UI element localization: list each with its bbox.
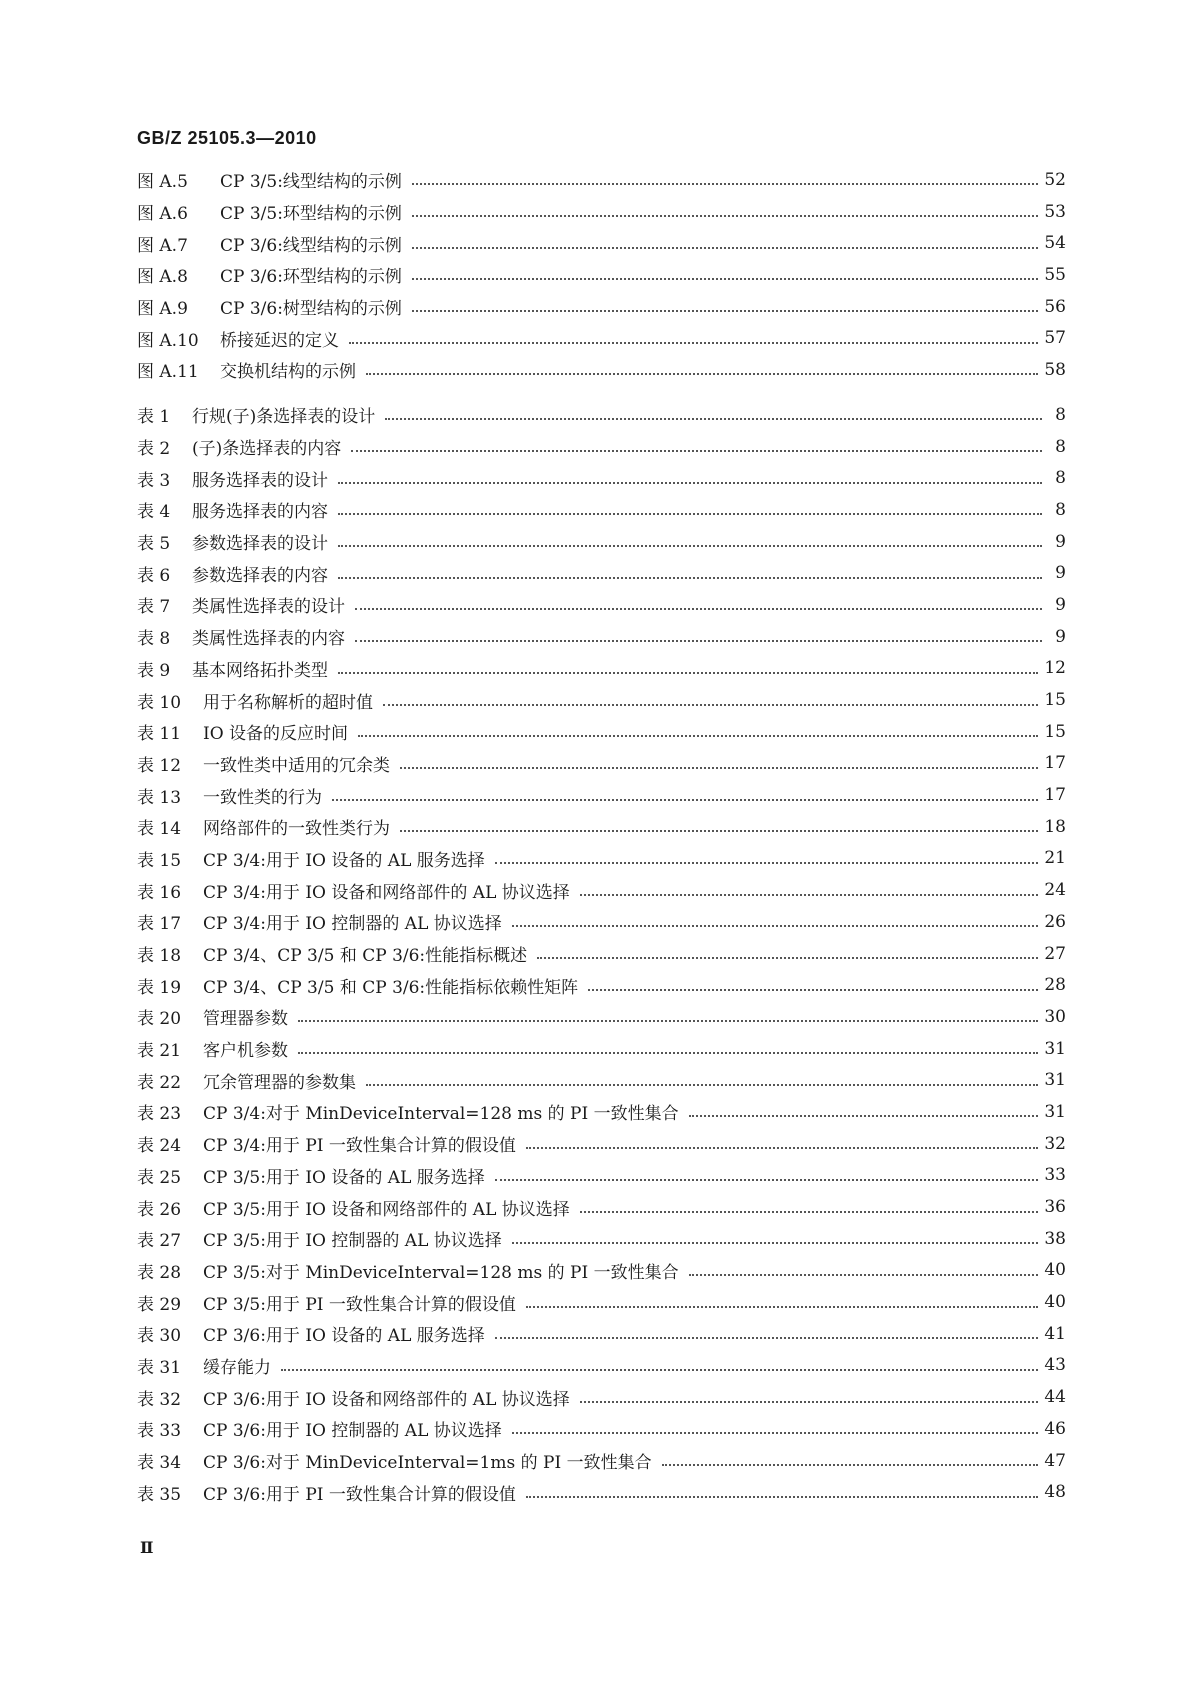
entry-label: 表 10 xyxy=(137,692,182,713)
table-entry[interactable] xyxy=(137,684,1066,716)
entry-label: 表 29 xyxy=(137,1294,182,1315)
table-entry[interactable] xyxy=(137,938,1066,970)
entry-label: 表 33 xyxy=(137,1421,182,1442)
entry-title: CP 3/5:用于 IO 控制器的 AL 协议选择 xyxy=(203,1231,502,1252)
entry-title: 管理器参数 xyxy=(203,1009,288,1030)
entry-label: 表 11 xyxy=(137,724,182,745)
entry-label: 表 8 xyxy=(137,629,171,650)
table-entry[interactable] xyxy=(137,1223,1066,1255)
entry-page-number: 8 xyxy=(1055,404,1066,425)
dot-leader xyxy=(580,893,1039,896)
entry-label: 表 19 xyxy=(137,977,182,998)
dot-leader xyxy=(400,766,1038,769)
dot-leader xyxy=(400,829,1038,832)
entry-page-number: 12 xyxy=(1044,658,1066,679)
dot-leader xyxy=(412,277,1038,280)
entry-label: 表 21 xyxy=(137,1041,182,1062)
entry-page-number: 41 xyxy=(1044,1323,1066,1344)
dot-leader xyxy=(495,861,1039,864)
entry-page-number: 44 xyxy=(1044,1387,1066,1408)
figure-entry[interactable] xyxy=(137,164,1066,196)
dot-leader xyxy=(338,671,1038,674)
table-entry[interactable] xyxy=(137,1318,1066,1350)
entry-page-number: 8 xyxy=(1055,436,1066,457)
table-entry[interactable] xyxy=(137,969,1066,1001)
entry-title: 缓存能力 xyxy=(203,1357,271,1378)
entry-label: 表 25 xyxy=(137,1167,182,1188)
entry-label: 表 24 xyxy=(137,1136,182,1157)
entry-page-number: 9 xyxy=(1055,626,1066,647)
entry-page-number: 24 xyxy=(1044,880,1066,901)
entry-label: 表 32 xyxy=(137,1389,182,1410)
entry-label: 表 20 xyxy=(137,1009,182,1030)
entry-label: 表 13 xyxy=(137,787,182,808)
entry-label: 表 1 xyxy=(137,407,171,428)
table-entry[interactable] xyxy=(137,1286,1066,1318)
dot-leader xyxy=(526,1495,1038,1498)
entry-label: 表 23 xyxy=(137,1104,182,1125)
entry-page-number: 53 xyxy=(1044,201,1066,222)
table-entry[interactable] xyxy=(137,526,1066,558)
entry-page-number: 18 xyxy=(1044,816,1066,837)
dot-leader xyxy=(512,1431,1039,1434)
table-entry[interactable] xyxy=(137,716,1066,748)
dot-leader xyxy=(338,512,1042,515)
entry-title: CP 3/4:用于 IO 设备的 AL 服务选择 xyxy=(203,850,485,871)
figure-list xyxy=(137,164,1066,386)
figure-entry[interactable] xyxy=(137,227,1066,259)
table-entry[interactable] xyxy=(137,557,1066,589)
entry-label: 表 28 xyxy=(137,1262,182,1283)
entry-title: CP 3/4:用于 IO 控制器的 AL 协议选择 xyxy=(203,914,502,935)
dot-leader xyxy=(580,1210,1039,1213)
entry-label: 图 A.7 xyxy=(137,235,188,256)
entry-page-number: 31 xyxy=(1044,1101,1066,1122)
entry-label: 表 18 xyxy=(137,946,182,967)
entry-page-number: 15 xyxy=(1044,690,1066,711)
dot-leader xyxy=(349,341,1038,344)
entry-label: 表 14 xyxy=(137,819,182,840)
entry-title: CP 3/6:线型结构的示例 xyxy=(220,235,402,256)
entry-label: 表 16 xyxy=(137,882,182,903)
figure-entry[interactable] xyxy=(137,354,1066,386)
entry-page-number: 31 xyxy=(1044,1038,1066,1059)
dot-leader xyxy=(338,576,1042,579)
entry-title: CP 3/5:用于 IO 设备的 AL 服务选择 xyxy=(203,1167,485,1188)
entry-label: 表 3 xyxy=(137,470,171,491)
entry-title: 用于名称解析的超时值 xyxy=(203,692,373,713)
entry-title: 参数选择表的内容 xyxy=(192,565,328,586)
table-entry[interactable] xyxy=(137,653,1066,685)
entry-label: 表 34 xyxy=(137,1453,182,1474)
entry-title: CP 3/4、CP 3/5 和 CP 3/6:性能指标概述 xyxy=(203,946,528,967)
table-entry[interactable] xyxy=(137,1096,1066,1128)
entry-label: 表 22 xyxy=(137,1072,182,1093)
entry-page-number: 40 xyxy=(1044,1260,1066,1281)
entry-title: 类属性选择表的设计 xyxy=(192,597,345,618)
figure-entry[interactable] xyxy=(137,322,1066,354)
entry-page-number: 58 xyxy=(1044,359,1066,380)
table-entry[interactable] xyxy=(137,811,1066,843)
entry-page-number: 28 xyxy=(1044,975,1066,996)
entry-page-number: 38 xyxy=(1044,1228,1066,1249)
entry-title: 交换机结构的示例 xyxy=(220,362,356,383)
table-entry[interactable] xyxy=(137,494,1066,526)
dot-leader xyxy=(412,309,1038,312)
entry-label: 表 35 xyxy=(137,1484,182,1505)
entry-label: 表 6 xyxy=(137,565,171,586)
dot-leader xyxy=(298,1019,1038,1022)
entry-label: 表 26 xyxy=(137,1199,182,1220)
entry-page-number: 9 xyxy=(1055,531,1066,552)
entry-page-number: 55 xyxy=(1044,264,1066,285)
table-entry[interactable] xyxy=(137,1191,1066,1223)
table-entry[interactable] xyxy=(137,779,1066,811)
entry-title: CP 3/5:环型结构的示例 xyxy=(220,204,402,225)
entry-page-number: 26 xyxy=(1044,911,1066,932)
entry-label: 表 31 xyxy=(137,1357,182,1378)
entry-page-number: 47 xyxy=(1044,1450,1066,1471)
entry-title: 客户机参数 xyxy=(203,1041,288,1062)
entry-label: 表 4 xyxy=(137,502,171,523)
dot-leader xyxy=(689,1114,1039,1117)
table-entry[interactable] xyxy=(137,1445,1066,1477)
entry-page-number: 48 xyxy=(1044,1482,1066,1503)
entry-title: CP 3/6:用于 PI 一致性集合计算的假设值 xyxy=(203,1484,516,1505)
dot-leader xyxy=(512,1241,1039,1244)
entry-label: 表 30 xyxy=(137,1326,182,1347)
dot-leader xyxy=(383,703,1038,706)
entry-page-number: 30 xyxy=(1044,1006,1066,1027)
entry-title: CP 3/6:树型结构的示例 xyxy=(220,299,402,320)
entry-title: CP 3/4、CP 3/5 和 CP 3/6:性能指标依赖性矩阵 xyxy=(203,977,579,998)
table-entry[interactable] xyxy=(137,1413,1066,1445)
table-entry[interactable] xyxy=(137,589,1066,621)
dot-leader xyxy=(366,1083,1038,1086)
entry-title: CP 3/5:用于 PI 一致性集合计算的假设值 xyxy=(203,1294,516,1315)
entry-title: 类属性选择表的内容 xyxy=(192,629,345,650)
table-entry[interactable] xyxy=(137,1001,1066,1033)
table-entry[interactable] xyxy=(137,621,1066,653)
entry-title: CP 3/5:线型结构的示例 xyxy=(220,172,402,193)
entry-title: 一致性类的行为 xyxy=(203,787,322,808)
entry-page-number: 9 xyxy=(1055,563,1066,584)
entry-title: CP 3/5:用于 IO 设备和网络部件的 AL 协议选择 xyxy=(203,1199,570,1220)
entry-label: 表 15 xyxy=(137,850,182,871)
entry-title: CP 3/4:用于 IO 设备和网络部件的 AL 协议选择 xyxy=(203,882,570,903)
entry-page-number: 27 xyxy=(1044,943,1066,964)
entry-title: 行规(子)条选择表的设计 xyxy=(192,407,376,428)
entry-page-number: 43 xyxy=(1044,1355,1066,1376)
table-entry[interactable] xyxy=(137,1033,1066,1065)
entry-title: 一致性类中适用的冗余类 xyxy=(203,755,390,776)
entry-title: CP 3/6:环型结构的示例 xyxy=(220,267,402,288)
entry-title: CP 3/5:对于 MinDeviceInterval=128 ms 的 PI 一致性集合 xyxy=(203,1262,679,1283)
entry-label: 表 2 xyxy=(137,439,171,460)
dot-leader xyxy=(298,1051,1038,1054)
dot-leader xyxy=(537,956,1038,959)
entry-page-number: 8 xyxy=(1055,499,1066,520)
dot-leader xyxy=(366,372,1038,375)
entry-label: 图 A.5 xyxy=(137,172,188,193)
dot-leader xyxy=(281,1368,1038,1371)
entry-page-number: 15 xyxy=(1044,721,1066,742)
dot-leader xyxy=(512,924,1039,927)
entry-title: CP 3/6:用于 IO 控制器的 AL 协议选择 xyxy=(203,1421,502,1442)
table-entry[interactable] xyxy=(137,1128,1066,1160)
entry-page-number: 32 xyxy=(1044,1133,1066,1154)
entry-title: 服务选择表的设计 xyxy=(192,470,328,491)
entry-title: (子)条选择表的内容 xyxy=(192,439,342,460)
entry-page-number: 52 xyxy=(1044,169,1066,190)
dot-leader xyxy=(495,1178,1039,1181)
entry-label: 表 5 xyxy=(137,534,171,555)
entry-page-number: 31 xyxy=(1044,1070,1066,1091)
entry-page-number: 33 xyxy=(1044,1165,1066,1186)
dot-leader xyxy=(412,182,1038,185)
table-entry[interactable] xyxy=(137,1255,1066,1287)
dot-leader xyxy=(689,1273,1039,1276)
entry-title: CP 3/4:用于 PI 一致性集合计算的假设值 xyxy=(203,1136,516,1157)
dot-leader xyxy=(588,988,1038,991)
table-entry[interactable] xyxy=(137,748,1066,780)
entry-page-number: 9 xyxy=(1055,594,1066,615)
table-entry[interactable] xyxy=(137,843,1066,875)
entry-label: 表 17 xyxy=(137,914,182,935)
figure-entry[interactable] xyxy=(137,259,1066,291)
dot-leader xyxy=(412,246,1038,249)
entry-title: 参数选择表的设计 xyxy=(192,534,328,555)
dot-leader xyxy=(526,1146,1038,1149)
dot-leader xyxy=(385,417,1042,420)
entry-label: 表 9 xyxy=(137,660,171,681)
dot-leader xyxy=(332,798,1038,801)
entry-page-number: 17 xyxy=(1044,785,1066,806)
entry-title: CP 3/6:对于 MinDeviceInterval=1ms 的 PI 一致性集合 xyxy=(203,1453,652,1474)
table-entry[interactable] xyxy=(137,1476,1066,1508)
entry-page-number: 8 xyxy=(1055,468,1066,489)
entry-title: CP 3/6:用于 IO 设备和网络部件的 AL 协议选择 xyxy=(203,1389,570,1410)
entry-page-number: 40 xyxy=(1044,1292,1066,1313)
entry-title: IO 设备的反应时间 xyxy=(203,724,349,745)
entry-title: 冗余管理器的参数集 xyxy=(203,1072,356,1093)
entry-title: 网络部件的一致性类行为 xyxy=(203,819,390,840)
page-number: Ⅱ xyxy=(140,1538,154,1557)
entry-page-number: 54 xyxy=(1044,233,1066,254)
entry-label: 图 A.6 xyxy=(137,204,188,225)
table-entry[interactable] xyxy=(137,1064,1066,1096)
entry-page-number: 56 xyxy=(1044,296,1066,317)
dot-leader xyxy=(351,449,1042,452)
dot-leader xyxy=(355,607,1042,610)
table-entry[interactable] xyxy=(137,462,1066,494)
entry-title: 基本网络拓扑类型 xyxy=(192,660,328,681)
table-entry[interactable] xyxy=(137,1350,1066,1382)
table-entry[interactable] xyxy=(137,874,1066,906)
entry-page-number: 36 xyxy=(1044,1197,1066,1218)
entry-title: CP 3/4:对于 MinDeviceInterval=128 ms 的 PI 一致性集合 xyxy=(203,1104,679,1125)
dot-leader xyxy=(355,639,1042,642)
table-entry[interactable] xyxy=(137,431,1066,463)
entry-page-number: 21 xyxy=(1044,848,1066,869)
entry-label: 图 A.9 xyxy=(137,299,188,320)
entry-label: 表 12 xyxy=(137,755,182,776)
entry-title: CP 3/6:用于 IO 设备的 AL 服务选择 xyxy=(203,1326,485,1347)
dot-leader xyxy=(338,544,1042,547)
dot-leader xyxy=(412,214,1038,217)
figure-entry[interactable] xyxy=(137,196,1066,228)
entry-page-number: 46 xyxy=(1044,1418,1066,1439)
table-entry[interactable] xyxy=(137,399,1066,431)
entry-label: 表 7 xyxy=(137,597,171,618)
dot-leader xyxy=(662,1463,1039,1466)
entry-label: 图 A.8 xyxy=(137,267,188,288)
entry-label: 图 A.11 xyxy=(137,362,199,383)
dot-leader xyxy=(495,1336,1039,1339)
entry-page-number: 57 xyxy=(1044,328,1066,349)
dot-leader xyxy=(338,481,1042,484)
entry-label: 表 27 xyxy=(137,1231,182,1252)
table-entry[interactable] xyxy=(137,906,1066,938)
dot-leader xyxy=(358,734,1038,737)
table-entry[interactable] xyxy=(137,1381,1066,1413)
entry-title: 服务选择表的内容 xyxy=(192,502,328,523)
entry-page-number: 17 xyxy=(1044,753,1066,774)
table-list xyxy=(137,399,1066,1508)
entry-title: 桥接延迟的定义 xyxy=(220,330,339,351)
dot-leader xyxy=(580,1400,1039,1403)
entry-label: 图 A.10 xyxy=(137,330,199,351)
table-entry[interactable] xyxy=(137,1160,1066,1192)
document-id: GB/Z 25105.3—2010 xyxy=(137,128,317,148)
dot-leader xyxy=(526,1305,1038,1308)
figure-entry[interactable] xyxy=(137,291,1066,323)
